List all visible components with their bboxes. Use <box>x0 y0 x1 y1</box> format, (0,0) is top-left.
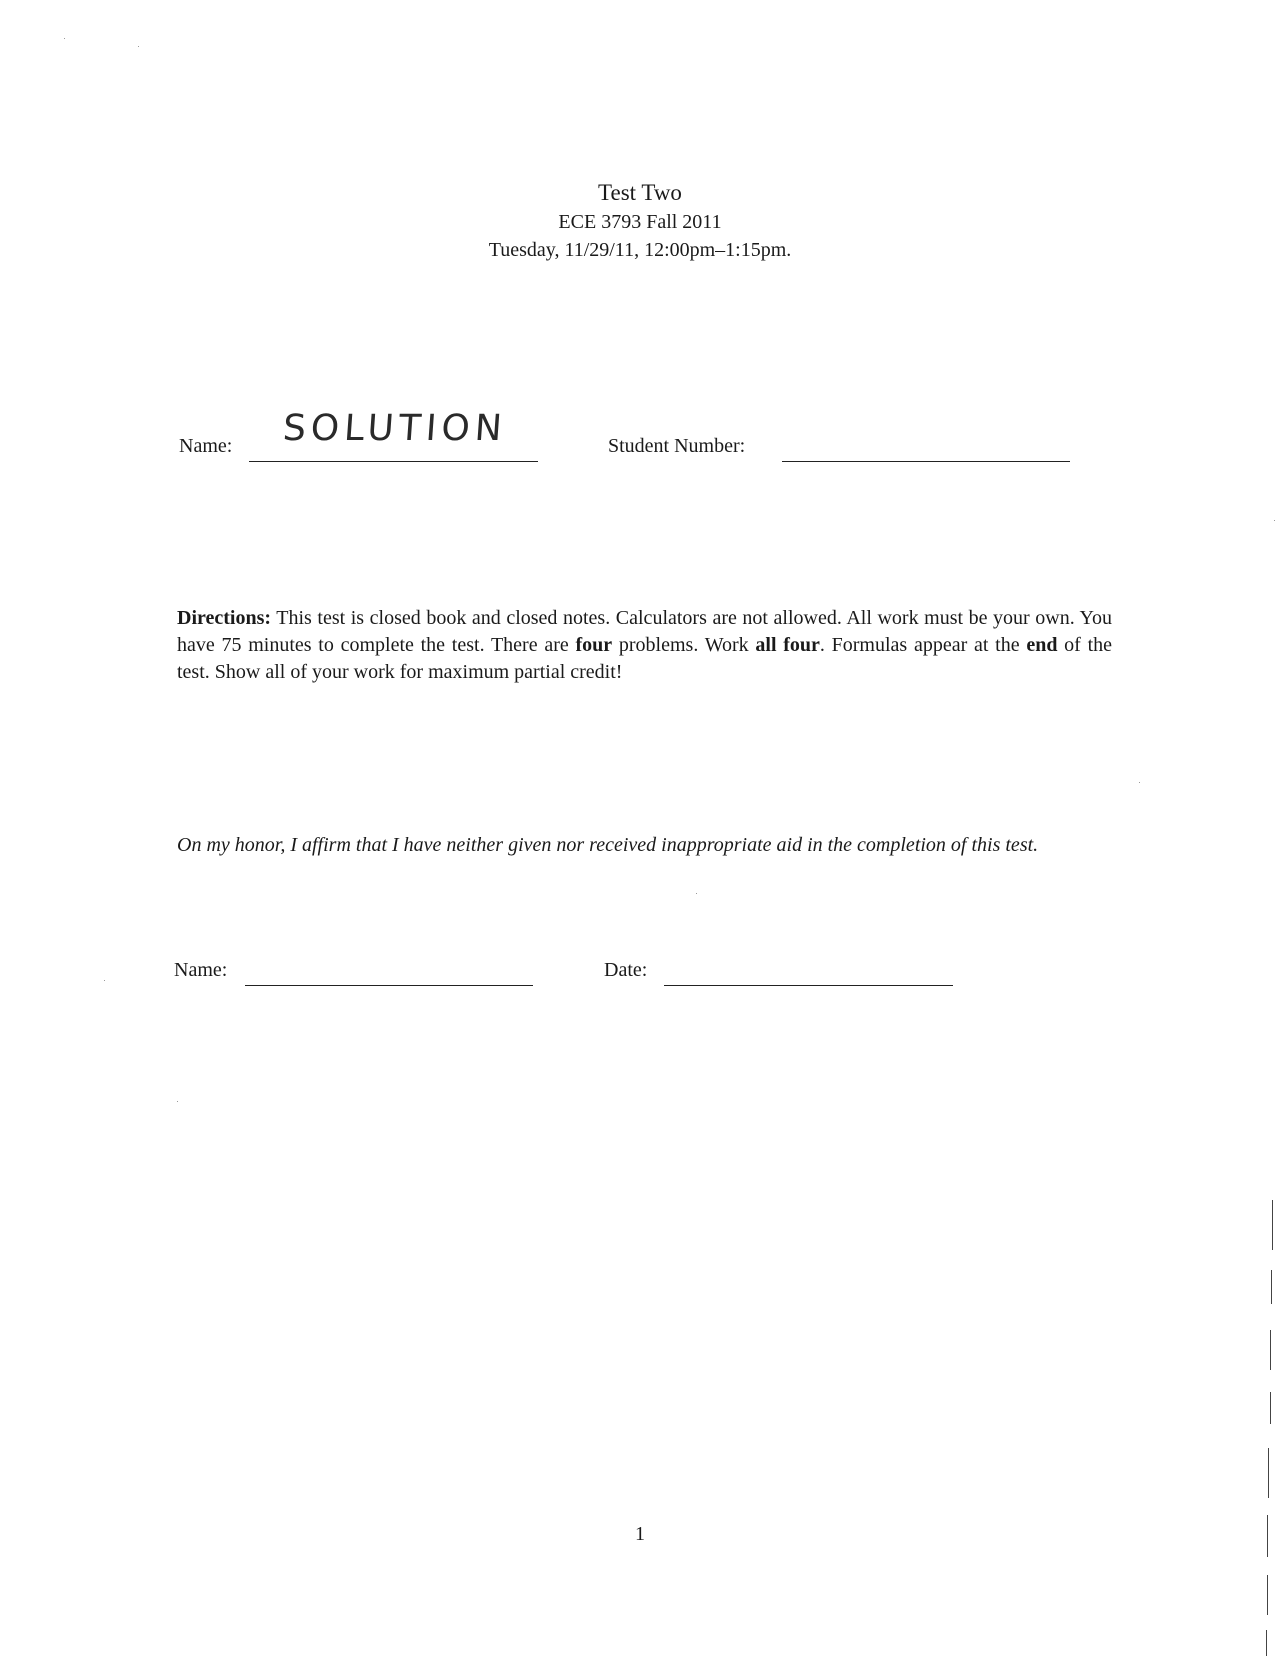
student-number-field-line[interactable] <box>782 461 1070 462</box>
datetime-line: Tuesday, 11/29/11, 12:00pm–1:15pm. <box>488 239 792 261</box>
scan-speck <box>1139 782 1140 783</box>
course-line: ECE 3793 Fall 2011 <box>558 211 722 233</box>
scan-artifact-line <box>1272 1200 1273 1250</box>
scan-speck <box>138 46 139 47</box>
honor-statement: On my honor, I affirm that I have neither given nor received inappropriate aid in the completion of this test. <box>177 834 1039 856</box>
scan-speck <box>64 38 65 39</box>
directions-text-3: . Formulas appear at the <box>819 634 1027 656</box>
scan-artifact-line <box>1267 1515 1268 1557</box>
student-number-label: Student Number: <box>608 435 746 457</box>
name-handwritten-value: SOLUTION <box>281 408 509 449</box>
scan-speck <box>696 893 697 894</box>
scan-speck <box>104 980 105 981</box>
exam-title: Test Two <box>598 180 682 205</box>
scan-artifact-line <box>1270 1330 1271 1370</box>
date-label: Date: <box>604 959 648 981</box>
scan-speck <box>1274 520 1275 521</box>
directions-bold-all-four: all four <box>755 634 820 656</box>
directions-text-2: problems. Work <box>612 634 756 656</box>
directions-bold-end: end <box>1026 634 1058 656</box>
scan-artifact-line <box>1270 1392 1271 1424</box>
directions-bold-four: four <box>575 634 613 656</box>
directions-text-1: This test is closed book and closed notes. Calculators are not allowed. All work must be your own. You have 75 minutes to complete the test. There are <box>177 607 1112 656</box>
page-number: 1 <box>635 1523 645 1545</box>
scan-artifact-line <box>1268 1448 1269 1498</box>
scan-speck <box>177 1101 178 1102</box>
directions-lead: Directions: <box>177 607 272 629</box>
date-field-line[interactable] <box>664 985 953 986</box>
scan-artifact-line <box>1271 1270 1272 1304</box>
exam-header <box>0 178 1280 264</box>
directions-paragraph <box>177 605 1112 686</box>
signature-name-field-line[interactable] <box>245 985 533 986</box>
scan-artifact-line <box>1267 1575 1268 1615</box>
name-field-line[interactable] <box>249 461 538 462</box>
signature-name-label: Name: <box>174 959 228 981</box>
scan-artifact-line <box>1266 1630 1267 1656</box>
name-label: Name: <box>179 435 233 457</box>
directions-text-4: of the test. Show all of your work for maximum partial credit! <box>177 634 1113 683</box>
